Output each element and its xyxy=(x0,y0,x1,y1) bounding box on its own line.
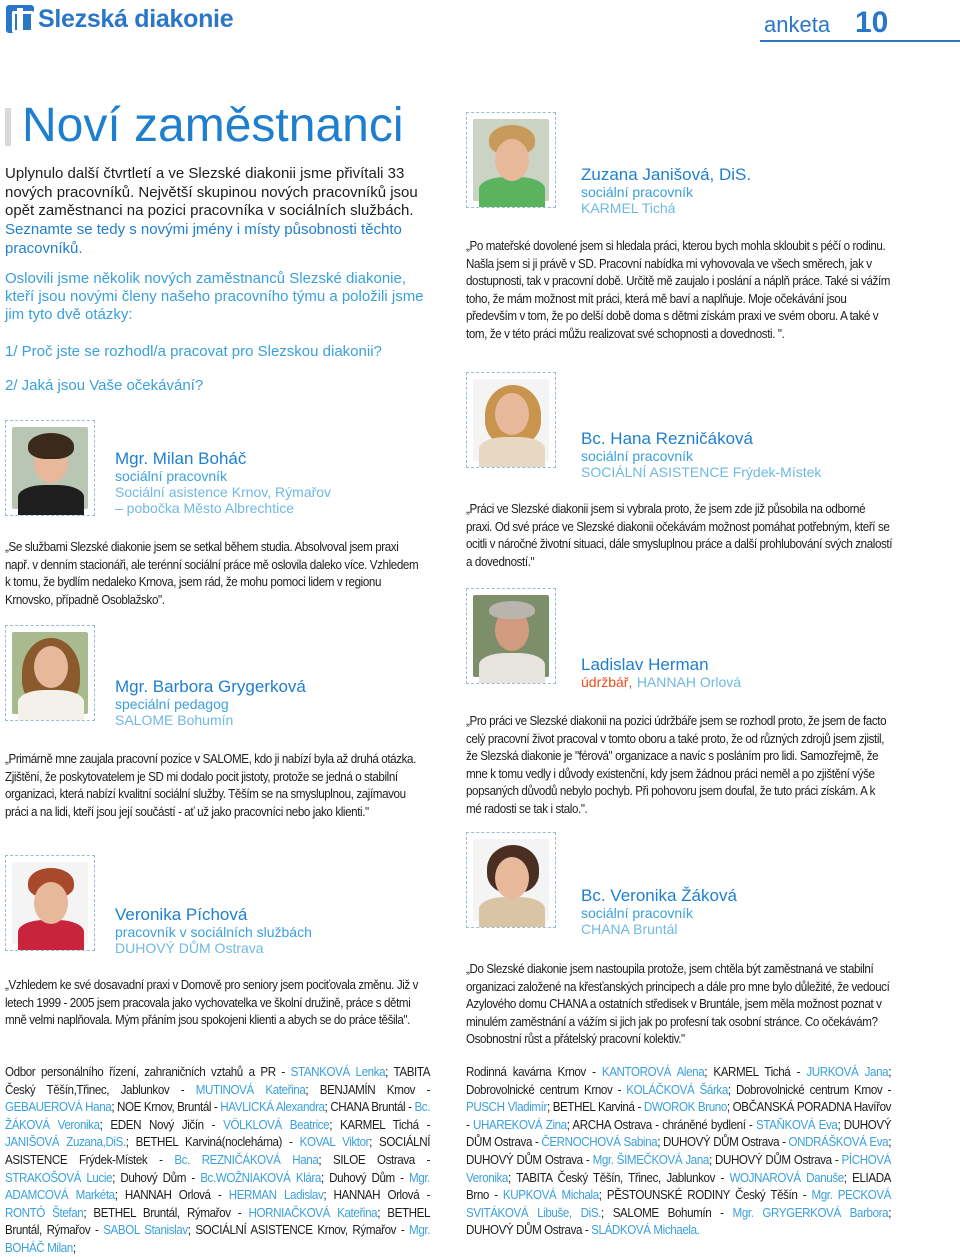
person-org: KARMEL Tichá xyxy=(581,200,676,216)
staff-name: STRAKOŠOVÁ Lucie xyxy=(5,1169,113,1185)
question-2: 2/ Jaká jsou Vaše očekávání? xyxy=(5,377,204,394)
person-milan xyxy=(115,449,435,516)
staff-workplace: ; TABITA Český Těšín,Třinec, Jablunkov - xyxy=(5,1064,431,1097)
person-org: CHANA Bruntál xyxy=(581,921,678,937)
photo-ladislav xyxy=(466,588,556,684)
person-org: HANNAH Orlová xyxy=(636,674,742,690)
intro-text: Uplynulo další čtvrtletí a ve Slezské diakonii jsme přivítali 33 nových pracovníků. Největší skupinou nových pracovníků jsou opět zaměstnanci na pozici pracovníka v sociálních službách. xyxy=(5,165,418,220)
person-name: Zuzana Janišová, DiS. xyxy=(581,165,752,184)
person-org: SALOME Bohumín xyxy=(115,712,234,728)
staff-name: JURKOVÁ Jana xyxy=(806,1064,889,1079)
photo-veronika-pichova xyxy=(5,855,95,951)
staff-workplace: ; EDEN Nový Jičín - xyxy=(99,1116,224,1132)
portrait-image xyxy=(473,379,549,461)
person-name: Veronika Píchová xyxy=(115,905,248,924)
staff-name: HAVLICKÁ Alexandra xyxy=(220,1099,325,1115)
staff-name: Mgr. BOHÁČ Milan xyxy=(5,1222,431,1255)
staff-name: DWOROK Bruno xyxy=(643,1099,727,1115)
staff-name: PUSCH Vladimír xyxy=(466,1099,547,1115)
person-org: SOCIÁLNÍ ASISTENCE Frýdek-Místek xyxy=(581,464,822,480)
photo-zuzana xyxy=(466,112,556,208)
page-title: Noví zaměstnanci xyxy=(22,99,404,152)
person-name: Bc. Veronika Žáková xyxy=(581,886,737,905)
quote-hana: „Práci ve Slezské diakonii jsem si vybrala proto, že jsem zde již působila na odborné praxi. Od své práce ve Slezské diakonii očekávám možnost pomáhat potřebným, kteří se ocitli v náročné životní situaci, dále smysluplnou práce a další prohlubování svých znalostí a dovedností." xyxy=(466,501,893,569)
portrait-image xyxy=(12,632,88,714)
quote-zuzana: „Po mateřské dovolené jsem si hledala práci, kterou bych mohla skloubit s péčí o rodinu. Našla jsem si ji právě v SD. Pracovní nabídka mi vyhovovala ve všech směrech, jak v dostupnosti, tak v pracovní době. Určitě mě zaujalo i poslání a náplň práce. Také si vážím toho, že mám možnost mít práci, která mě baví a naplňuje. Moje očekávání jsou především v tom, že po delší době doma s dětmi získám praxi ve svém oboru. A také v tom, že v této práci můžu realizovat své schopnosti a dovednosti. ". xyxy=(466,238,891,341)
staff-workplace: ; DUHOVÝ DŮM Ostrava - xyxy=(466,1116,892,1150)
portrait-image xyxy=(12,862,88,944)
section-label: anketa xyxy=(764,12,831,37)
person-hana xyxy=(581,429,941,480)
person-role: speciální pedagog xyxy=(115,696,229,712)
portrait-image xyxy=(473,119,549,201)
page-number: 10 xyxy=(855,6,889,39)
staff-name: SABOL Stanislav xyxy=(103,1222,188,1238)
person-veronika-zakova xyxy=(581,886,941,937)
brand-logo xyxy=(6,5,233,33)
staff-workplace: ; BETHEL Bruntál, Rýmařov - xyxy=(5,1204,431,1238)
staff-name: HERMAN Ladislav xyxy=(228,1187,324,1203)
staff-workplace: ; ARCHA Ostrava - chráněné bydlení - xyxy=(566,1116,756,1132)
person-name: Bc. Hana Rezničáková xyxy=(581,429,753,448)
brand-name: Slezská diakonie xyxy=(38,4,234,33)
person-name: Mgr. Barbora Grygerková xyxy=(115,677,306,696)
staff-name: Bc.WOŽNIAKOVÁ Klára xyxy=(200,1169,321,1185)
staff-workplace: ; BETHEL Bruntál, Rýmařov - xyxy=(83,1204,249,1220)
staff-name: KOVAL Viktor xyxy=(299,1134,370,1150)
staff-name: JANIŠOVÁ Zuzana,DiS. xyxy=(5,1134,126,1150)
person-role: sociální pracovník xyxy=(581,184,694,200)
question-1: 1/ Proč jste se rozhodl/a pracovat pro Slezskou diakonii? xyxy=(5,343,382,360)
staff-name: VÖLKLOVÁ Beatrice xyxy=(223,1116,330,1132)
staff-workplace: Odbor personálního řízení, zahraničních vztahů a PR - xyxy=(5,1064,291,1079)
staff-name: Bc. ŽÁKOVÁ Veronika xyxy=(5,1099,431,1132)
quote-ladislav: „Pro práci ve Slezské diakonii na pozici údržbáře jsem se rozhodl proto, že jsem de facto celý pracovní život pracoval v tomto oboru a také proto, že od různých zdrojů jsem zjistil, že Slezská diakonie je "férová" organizace a navíc s posláním pro lidi. Samozřejmě, že mne k tomu vedly i důvody existenční, kdy jsem žádnou práci neměl a po zjištění výše popsaných důvodů nebylo pochyb. Při pohovoru jsem doufal, že tuto práci získám. A k mé radosti se tak i stalo.". xyxy=(466,713,887,816)
portrait-image xyxy=(473,595,549,677)
person-role-org xyxy=(581,674,941,692)
quote-veronika-pichova: „Vzhledem ke své dosavadní praxi v Domově pro seniory jsem pociťovala změnu. Již v letech 1999 - 2005 jsem pracovala jako vychovatelka ve školní družině, práce s dětmi mně velmi naplňovala. Mým přáním jsou spokojeni klienti a abych se do práce těšila". xyxy=(5,977,419,1028)
staff-workplace: ; HANNAH Orlová - xyxy=(114,1187,229,1203)
new-staff-list-right xyxy=(466,1063,891,1239)
staff-workplace: ; DUHOVÝ DŮM Ostrava - xyxy=(466,1204,892,1238)
diakonie-cross-icon xyxy=(6,5,34,33)
staff-workplace: ; TABITA Český Těšín, Třinec, Jablunkov - xyxy=(508,1169,730,1185)
staff-workplace: ; xyxy=(72,1239,76,1255)
staff-name: GEBAUEROVÁ Hana xyxy=(5,1099,112,1115)
staff-name: MUTINOVÁ Kateřina xyxy=(195,1081,306,1097)
person-veronika-pichova xyxy=(115,905,435,956)
portrait-image xyxy=(12,427,88,509)
person-barbora xyxy=(115,677,435,728)
staff-workplace: ; CHANA Bruntál - xyxy=(324,1099,415,1115)
person-zuzana xyxy=(581,165,901,216)
staff-name: ČERNOCHOVÁ Sabina xyxy=(541,1134,658,1150)
person-org: Sociální asistence Krnov, Rýmařov xyxy=(115,484,332,500)
person-name: Mgr. Milan Boháč xyxy=(115,449,247,468)
staff-workplace: ; Duhový Dům - xyxy=(112,1169,201,1185)
new-staff-list-left xyxy=(5,1063,430,1257)
staff-workplace: ; DUHOVÝ DŮM Ostrava - xyxy=(657,1134,789,1150)
person-role: pracovník v sociálních službách xyxy=(115,924,312,940)
staff-workplace: ; SOCIÁLNÍ ASISTENCE Krnov, Rýmařov - xyxy=(187,1222,410,1238)
staff-name: Mgr. ŠIMEČKOVÁ Jana xyxy=(592,1151,709,1167)
staff-workplace: ; ELIADA Brno - xyxy=(466,1169,892,1203)
person-org-branch: – pobočka Město Albrechtice xyxy=(115,500,294,516)
portrait-image xyxy=(473,839,549,921)
staff-name: HORNIAČKOVÁ Kateřina xyxy=(248,1204,378,1220)
staff-workplace: ; DUHOVÝ DŮM Ostrava - xyxy=(466,1134,892,1167)
photo-milan xyxy=(5,420,95,516)
photo-hana xyxy=(466,372,556,468)
staff-workplace: ; OBČANSKÁ PORADNA Havířov - xyxy=(466,1099,892,1132)
staff-workplace: ; SILOE Ostrava - xyxy=(318,1151,431,1167)
staff-workplace: ; Dobrovolnické centrum Krnov - xyxy=(466,1064,892,1097)
staff-name: Mgr. PECKOVÁ SVITÁKOVÁ Libuše, DiS. xyxy=(466,1187,892,1220)
staff-workplace: ; Duhový Dům - xyxy=(320,1169,410,1185)
person-ladislav xyxy=(581,655,941,692)
staff-name: STAŇKOVÁ Eva xyxy=(755,1116,838,1132)
staff-workplace: ; BETHEL Karviná - xyxy=(546,1099,644,1115)
staff-workplace: ; SALOME Bohumín - xyxy=(600,1204,733,1220)
intro-highlight: Seznamte se tedy s novými jmény i místy působnosti těchto pracovníků. xyxy=(5,221,402,257)
quote-milan: „Se službami Slezské diakonie jsem se setkal během studia. Absolvoval jsem praxi např. v denním stacionáři, ale terénní sociální práce mě oslovila daleko více. Vzhledem k tomu, že bydlím nedaleko Krnova, jsem rád, že mohu pomoci lidem v regionu Krnovsko, případně Osoblažsko". xyxy=(5,539,419,607)
staff-name: UHAREKOVÁ Zina xyxy=(472,1116,567,1132)
staff-name: ONDRÁŠKOVÁ Eva xyxy=(788,1134,889,1150)
staff-name: KOLÁČKOVÁ Šárka xyxy=(626,1081,728,1097)
staff-name: PÍCHOVÁ Veronika xyxy=(466,1151,892,1185)
staff-workplace: ; KARMEL Tichá - xyxy=(329,1116,431,1132)
staff-workplace: ; BETHEL Karviná(noclehárna) - xyxy=(125,1134,300,1150)
question-intro: Oslovili jsme několik nových zaměstnanců Slezské diakonie, kteří jsou novými členy našeho pracovního týmu a položili jsme jim tyto dvě otázky: xyxy=(5,270,424,323)
person-role: údržbář, xyxy=(581,674,633,690)
person-org: DUHOVÝ DŮM Ostrava xyxy=(115,940,264,956)
staff-workplace: Rodinná kavárna Krnov - xyxy=(466,1064,602,1079)
staff-name: Mgr. ADAMCOVÁ Markéta xyxy=(5,1169,431,1203)
title-marker xyxy=(5,108,11,146)
staff-name: Mgr. GRYGERKOVÁ Barbora xyxy=(732,1204,889,1220)
staff-workplace: ; NOE Krnov, Bruntál - xyxy=(111,1099,221,1115)
staff-workplace: ; Dobrovolnické centrum Krnov - xyxy=(727,1081,892,1097)
staff-name: SLÁDKOVÁ Michaela. xyxy=(591,1222,700,1238)
staff-workplace: ; KARMEL Tichá - xyxy=(704,1064,807,1079)
person-role: sociální pracovník xyxy=(581,448,694,464)
staff-name: Bc. REZNIČÁKOVÁ Hana xyxy=(174,1151,319,1167)
header-rule xyxy=(760,40,960,42)
staff-name: WOJNAROVÁ Danuše xyxy=(729,1169,844,1185)
person-role: sociální pracovník xyxy=(581,905,694,921)
photo-barbora xyxy=(5,625,95,721)
staff-name: RONTÓ Štefan xyxy=(5,1204,84,1220)
staff-workplace: ; HANNAH Orlová - xyxy=(323,1187,431,1203)
staff-name: KUPKOVÁ Michala xyxy=(502,1187,599,1203)
person-role: sociální pracovník xyxy=(115,468,228,484)
staff-name: KANTOROVÁ Alena xyxy=(601,1064,705,1079)
quote-barbora: „Primárně mne zaujala pracovní pozice v SALOME, kdo ji nabízí byla až druhá otázka. Zjištění, že poskytovatelem je SD mi dodalo pocit jistoty, protože se jedná o stabilní organizaci, která nabízí kvalitní sociální služby. Těším se na smysluplnou, zajímavou práci a na lidi, kteří jsou její součástí - ať už jako pracovníci nebo jako klienti." xyxy=(5,751,416,819)
photo-veronika-zakova xyxy=(466,832,556,928)
intro-paragraph xyxy=(5,165,425,259)
staff-name: STANKOVÁ Lenka xyxy=(290,1064,386,1079)
staff-workplace: ; BENJAMÍN Krnov - xyxy=(305,1081,431,1097)
staff-workplace: ; DUHOVÝ DŮM Ostrava - xyxy=(708,1151,842,1167)
staff-workplace: ; PĚSTOUNSKÉ RODINY Český Těšín - xyxy=(598,1187,812,1203)
person-name: Ladislav Herman xyxy=(581,655,709,674)
quote-veronika-zakova: „Do Slezské diakonie jsem nastoupila protože, jsem chtěla být zaměstnaná ve stabilní organizaci založené na křesťanských principech a dále pro mne bylo důležité, že vedoucí Azylového domu CHANA a ostatních středisek v Bruntále, jsem měla možnost poznat v minulém zaměstnání a vážím si jich jak po profesní tak osobní stránce. Co očekávám? Osobnostní růst a přátelský pracovní kolektiv." xyxy=(466,961,890,1047)
staff-workplace: ; SOCIÁLNÍ ASISTENCE Frýdek-Místek - xyxy=(5,1134,431,1167)
